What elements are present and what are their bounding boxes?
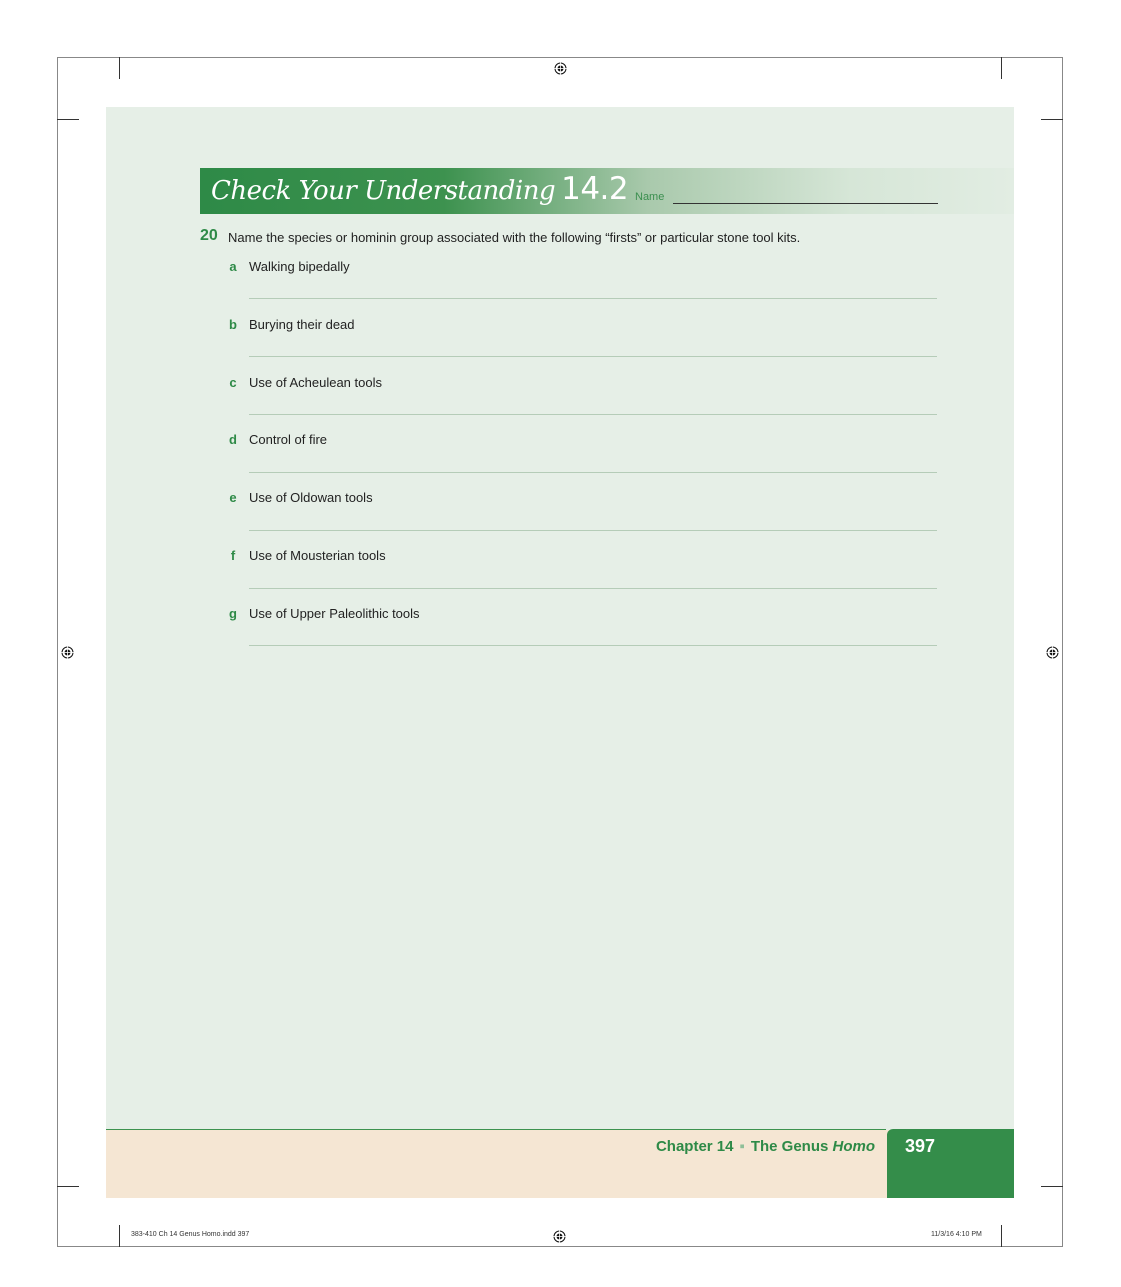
item-letter: d — [229, 432, 237, 447]
registration-mark-icon — [554, 62, 567, 75]
footer-separator: ▪ — [739, 1138, 745, 1155]
crop-mark — [1001, 1225, 1002, 1247]
answer-line[interactable] — [249, 356, 937, 357]
footer-rule — [106, 1129, 886, 1130]
registration-mark-icon — [553, 1230, 566, 1243]
slug-timestamp: 11/3/16 4:10 PM — [931, 1231, 982, 1238]
crop-mark — [1041, 1186, 1063, 1187]
chapter-title-italic: Homo — [832, 1138, 875, 1155]
crop-mark — [119, 57, 120, 79]
item-text: Control of fire — [249, 432, 328, 447]
item-letter: c — [229, 375, 237, 390]
question-prompt: Name the species or hominin group associated with the following “firsts” or particular stone tool kits. — [228, 230, 801, 245]
registration-mark-icon — [61, 646, 74, 659]
section-title-text: Check Your Understanding — [211, 176, 556, 206]
crop-mark — [57, 119, 79, 120]
chapter-label: Chapter 14 — [655, 1138, 734, 1155]
crop-mark — [1001, 57, 1002, 79]
item-text: Burying their dead — [249, 317, 355, 332]
item-text: Use of Oldowan tools — [249, 490, 373, 505]
footer-band — [106, 1130, 1014, 1198]
item-letter: g — [229, 606, 237, 621]
item-letter: a — [229, 259, 237, 274]
running-footer — [656, 1138, 875, 1155]
chapter-title: The Genus — [750, 1138, 829, 1155]
registration-mark-icon — [1046, 646, 1059, 659]
item-text: Use of Acheulean tools — [249, 375, 382, 390]
crop-mark — [1041, 119, 1063, 120]
crop-mark — [119, 1225, 120, 1247]
answer-line[interactable] — [249, 530, 937, 531]
item-text: Use of Upper Paleolithic tools — [249, 606, 420, 621]
answer-line[interactable] — [249, 645, 937, 646]
answer-line[interactable] — [249, 472, 937, 473]
answer-line[interactable] — [249, 588, 937, 589]
section-title — [211, 171, 628, 207]
item-text: Walking bipedally — [249, 259, 350, 274]
item-text: Use of Mousterian tools — [249, 548, 386, 563]
question-number: 20 — [200, 227, 218, 244]
slug-filename: 383-410 Ch 14 Genus Homo.indd 397 — [131, 1231, 250, 1238]
crop-mark — [57, 1186, 79, 1187]
item-letter: e — [229, 490, 237, 505]
section-number: 14.2 — [561, 171, 629, 207]
answer-line[interactable] — [249, 414, 937, 415]
name-label: Name — [635, 191, 665, 203]
answer-line[interactable] — [249, 298, 937, 299]
item-letter: f — [230, 548, 236, 563]
name-field[interactable] — [673, 203, 938, 204]
page-number: 397 — [905, 1136, 936, 1156]
item-letter: b — [229, 317, 237, 332]
